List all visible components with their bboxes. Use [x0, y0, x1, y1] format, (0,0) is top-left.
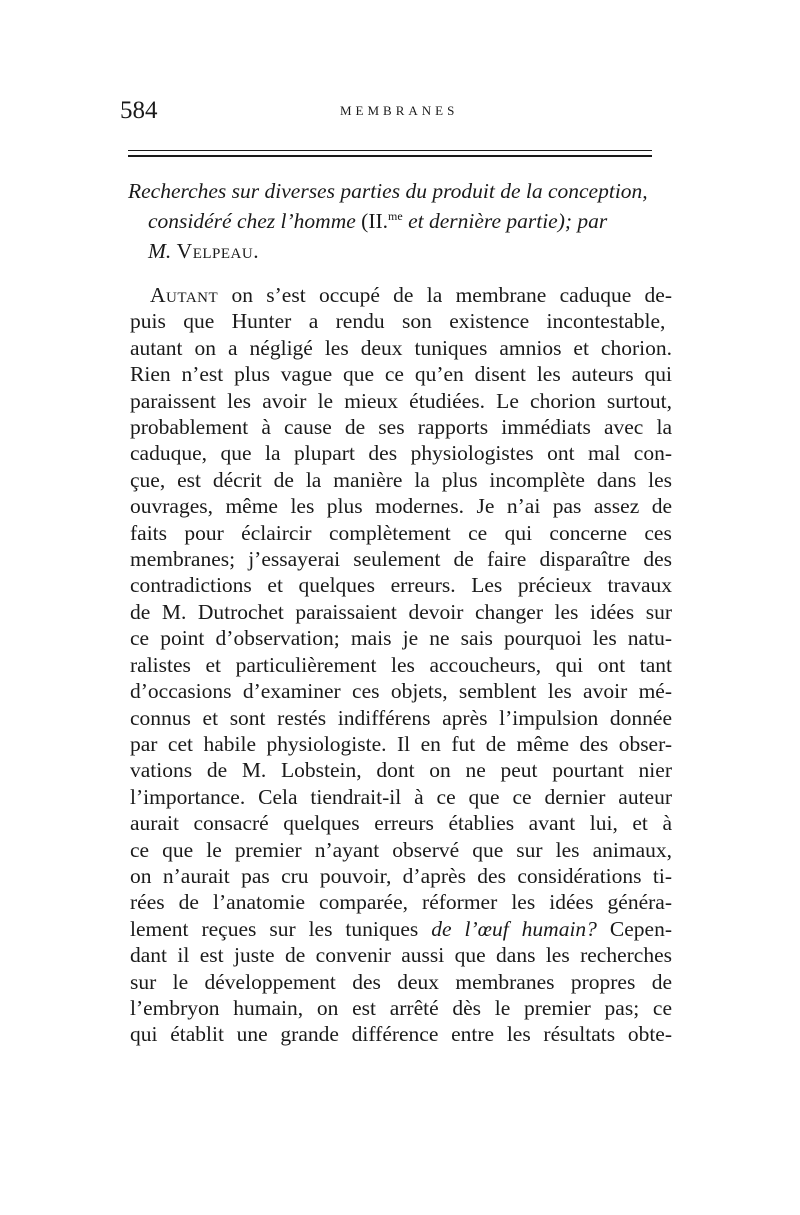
body-line-10: faits pour éclaircir complètement ce qui concerne ces: [130, 520, 672, 545]
body-line-26: dant il est juste de convenir aussi que dans les recherches: [130, 943, 672, 968]
body-line-2: puis que Hunter a rendu son existence incontestable,: [130, 309, 666, 334]
article-title: [128, 176, 668, 266]
title-line-3: [128, 236, 668, 266]
body-line-20: l’importance. Cela tiendrait-il à ce que ce dernier auteur: [130, 784, 672, 809]
body-line-25: [130, 916, 672, 942]
running-title: MEMBRANES: [340, 103, 459, 118]
title-author-initial: M.: [148, 239, 172, 263]
body-line-1-text: on s’est occupé de la membrane caduque de-: [231, 283, 673, 307]
title-superscript: me: [388, 208, 403, 223]
body-line-1: [130, 282, 672, 308]
body-line-25-part-b: Cepen-: [609, 916, 672, 941]
body-line-28: l’embryon humain, on est arrêté dès le premier pas; ce: [130, 995, 672, 1020]
header-rule-thin: [128, 150, 652, 151]
page-number: 584: [120, 97, 158, 124]
body-line-22: ce que le premier n’ayant observé que sur les animaux,: [130, 837, 673, 862]
body-line-7: caduque, que la plupart des physiologistes ont mal con-: [130, 441, 672, 466]
title-line-2-part-a: considéré chez l’homme: [148, 209, 356, 233]
body-line-16: d’occasions d’examiner ces objets, semblent les avoir mé-: [130, 679, 672, 704]
body-line-24: rées de l’anatomie comparée, réformer les idées généra-: [130, 890, 672, 915]
header-rule-thick: [128, 155, 652, 157]
title-author-name: Velpeau.: [176, 239, 260, 263]
body-line-8: çue, est décrit de la manière la plus incomplète dans les: [130, 467, 672, 492]
body-line-6: probablement à cause de ses rapports immédiats avec la: [130, 415, 672, 440]
body-line-17: connus et sont restés indifférens après l’impulsion donnée: [130, 705, 672, 730]
title-line-2-part-b: (II.: [361, 209, 389, 233]
body-line-23: on n’aurait pas cru pouvoir, d’après des considérations ti-: [130, 863, 672, 888]
body-line-9: ouvrages, même les plus modernes. Je n’ai pas assez de: [130, 494, 672, 519]
body-line-25-part-a: lement reçues sur les tuniques: [130, 916, 419, 941]
body-line-25-italic: de l’œuf humain?: [431, 916, 597, 941]
body-line-13: de M. Dutrochet paraissaient devoir changer les idées sur: [130, 599, 672, 624]
body-text: [130, 282, 672, 1048]
body-first-word: Autant: [150, 283, 219, 307]
title-line-2-part-c: et dernière partie); par: [408, 209, 608, 233]
body-line-15: ralistes et particulièrement les accoucheurs, qui ont tant: [130, 652, 672, 677]
body-line-12: contradictions et quelques erreurs. Les précieux travaux: [130, 573, 672, 598]
title-line-2: [128, 206, 668, 236]
body-line-5: paraissent les avoir le mieux étudiées. Le chorion surtout,: [130, 388, 672, 413]
body-line-29: qui établit une grande différence entre les résultats obte-: [130, 1022, 672, 1047]
body-line-4: Rien n’est plus vague que ce qu’en disent les auteurs qui: [130, 362, 672, 387]
title-line-1: Recherches sur diverses parties du produit de la conception,: [128, 179, 648, 203]
body-line-27: sur le développement des deux membranes propres de: [130, 969, 672, 994]
body-line-3: autant on a négligé les deux tuniques amnios et chorion.: [130, 335, 672, 360]
running-head: [120, 96, 660, 128]
body-line-14: ce point d’observation; mais je ne sais pourquoi les natu-: [130, 626, 672, 651]
body-line-19: vations de M. Lobstein, dont on ne peut pourtant nier: [130, 758, 672, 783]
body-line-11: membranes; j’essayerai seulement de faire disparaître des: [130, 547, 672, 572]
body-line-18: par cet habile physiologiste. Il en fut de même des obser-: [130, 731, 672, 756]
body-line-21: aurait consacré quelques erreurs établies avant lui, et à: [130, 811, 672, 836]
